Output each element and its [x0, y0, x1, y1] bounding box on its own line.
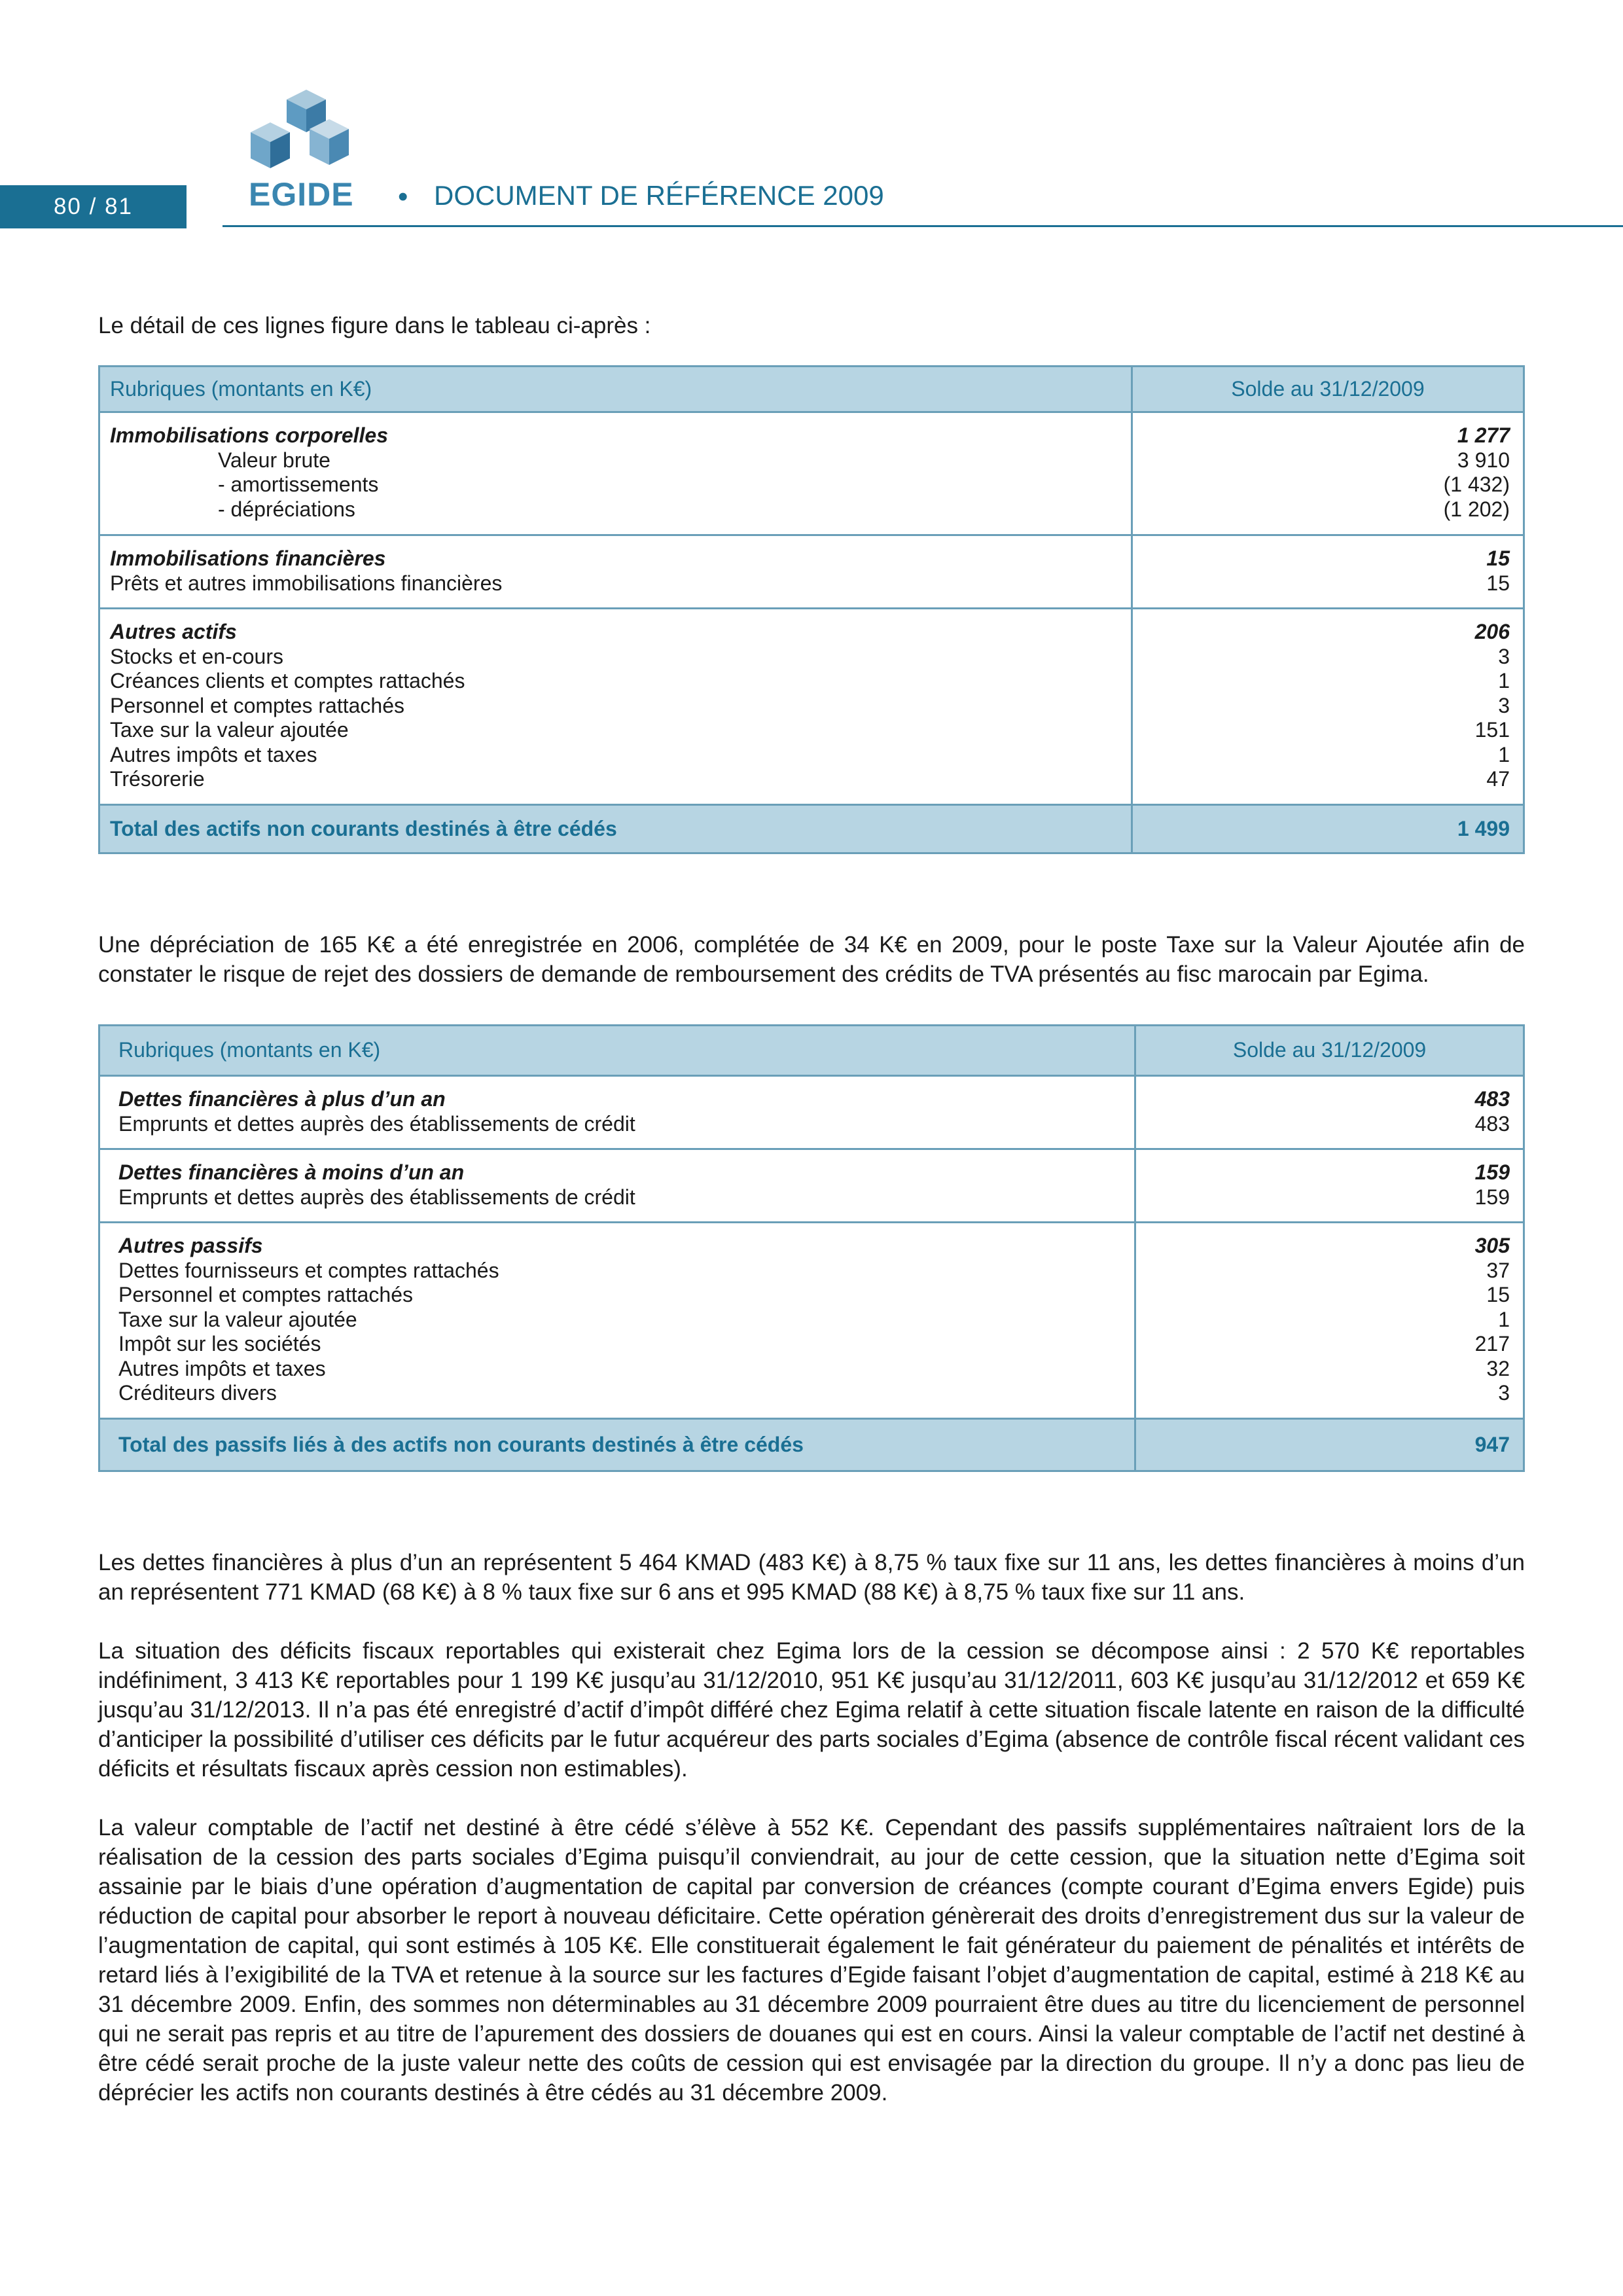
group-total: 159: [1474, 1160, 1510, 1184]
header-bullet-icon: •: [398, 181, 408, 213]
header-divider: [223, 225, 1623, 227]
table-total-row: [99, 805, 1524, 853]
row-value: 47: [1486, 767, 1510, 791]
row-value: 15: [1486, 571, 1510, 595]
table-group-autres-passifs: [99, 1223, 1524, 1419]
total-value: 1 499: [1132, 805, 1524, 853]
group-total: 305: [1474, 1234, 1510, 1257]
row-value: (1 432): [1443, 473, 1510, 496]
row-label: - dépréciations: [218, 497, 355, 521]
group-title: Autres actifs: [110, 620, 237, 643]
logo-wordmark: EGIDE: [249, 176, 354, 213]
table-total-row: [99, 1419, 1524, 1471]
column-header-value: Solde au 31/12/2009: [1132, 367, 1524, 412]
deficits-paragraph: La situation des déficits fiscaux reportables qui existerait chez Egima lors de la cession se décompose ainsi : 2 570 K€ reportables indéfiniment, 3 413 K€ reportables pour 1 199 K€ jusqu’au 31/12/2010, 951 K€ jusqu’au 31/12/2011, 603 K€ jusqu’au 31/12/2012 et 659 K€ jusqu’au 31/12/2013. Il n’a pas été enregistré d’actif d’impôt différé chez Egima relatif à cette situation fiscale latente en raison de la difficulté d’anticiper la possibilité d’utiliser ces déficits par le futur acquéreur des parts sociales d’Egima (absence de contrôle fiscal récent validant ces déficits et résultats fiscaux après cession non estimables).: [98, 1638, 1525, 1782]
row-label: Prêts et autres immobilisations financières: [110, 571, 503, 595]
row-value: 1: [1498, 669, 1510, 692]
row-value: 1: [1498, 742, 1510, 766]
row-label: Emprunts et dettes auprès des établissements de crédit: [118, 1185, 635, 1209]
row-value: 3: [1498, 1381, 1510, 1405]
page-number: 80 / 81: [0, 185, 187, 228]
row-value: 3 910: [1457, 448, 1510, 472]
row-label: Dettes fournisseurs et comptes rattachés: [118, 1258, 499, 1282]
column-header-value: Solde au 31/12/2009: [1135, 1026, 1524, 1076]
table-group-dettes-moins-un-an: [99, 1149, 1524, 1223]
row-value: (1 202): [1443, 497, 1510, 521]
assets-table: [98, 365, 1525, 854]
row-label: Personnel et comptes rattachés: [118, 1283, 414, 1306]
row-label: Créditeurs divers: [118, 1381, 277, 1405]
row-label: Impôt sur les sociétés: [118, 1332, 321, 1355]
dettes-paragraph: Les dettes financières à plus d’un an représentent 5 464 KMAD (483 K€) à 8,75 % taux fixe sur 11 ans, les dettes financières à moins d’un an représentent 771 KMAD (68 K€) à 8 % taux fixe sur 6 ans et 995 KMAD (88 K€) à 8,75 % taux fixe sur 11 ans.: [98, 1550, 1525, 1605]
row-value: 3: [1498, 644, 1510, 668]
row-label: Valeur brute: [218, 448, 330, 472]
row-value: 37: [1486, 1258, 1510, 1282]
total-label: Total des passifs liés à des actifs non courants destinés à être cédés: [99, 1419, 1135, 1471]
table-group-dettes-plus-un-an: [99, 1076, 1524, 1149]
group-title: Autres passifs: [118, 1234, 263, 1257]
group-title: Dettes financières à plus d’un an: [118, 1087, 446, 1111]
row-value: 151: [1474, 718, 1510, 742]
table-group-immobilisations-financieres: [99, 535, 1524, 609]
table-group-autres-actifs: [99, 609, 1524, 805]
group-title: Immobilisations financières: [110, 547, 386, 570]
row-value: 483: [1474, 1111, 1510, 1136]
row-label: Personnel et comptes rattachés: [110, 693, 405, 717]
group-total: 483: [1474, 1087, 1510, 1111]
row-label: - amortissements: [218, 473, 379, 496]
row-value: 217: [1474, 1332, 1510, 1355]
liabilities-table: [98, 1024, 1525, 1472]
row-label: Créances clients et comptes rattachés: [110, 669, 465, 692]
valeur-comptable-paragraph: La valeur comptable de l’actif net destiné à être cédé s’élève à 552 K€. Cependant des passifs supplémentaires naîtraient lors de la réalisation de la cession des parts sociales d’Egima puisqu’il conviendrait, au jour de cette cession, que la situation nette d’Egima soit assainie par le biais d’une opération d’augmentation de capital par conversion de créances (compte courant d’Egima envers Egide) puis réduction de capital pour absorber le report à nouveau déficitaire. Cette opération génèrerait des droits d’enregistrement dus sur la valeur de l’augmentation de capital, qui sont estimés à 105 K€. Elle constituerait également le fait générateur du paiement de pénalités et intérêts de retard liés à l’exigibilité de la TVA et retenue à la source sur les factures d’Egide faisant l’objet d’augmentation de capital, estimé à 218 K€ au 31 décembre 2009. Enfin, des sommes non déterminables au 31 décembre 2009 pourraient être dues au titre du licenciement de personnel qui ne serait pas repris et au titre de l’apurement des dossiers de douanes qui est en cours. Ainsi la valeur comptable de l’actif net destiné à être cédé serait proche de la juste valeur nette des coûts de cession qui est envisagée par la direction du groupe. Il n’y a donc pas lieu de déprécier les actifs non courants destinés à être cédés au 31 décembre 2009.: [98, 1815, 1525, 2106]
group-title: Dettes financières à moins d’un an: [118, 1160, 465, 1184]
row-label: Autres impôts et taxes: [110, 742, 317, 766]
row-label: Stocks et en-cours: [110, 644, 283, 668]
row-label: Taxe sur la valeur ajoutée: [118, 1307, 357, 1331]
group-total: 206: [1474, 620, 1510, 643]
row-value: 1: [1498, 1307, 1510, 1331]
column-header-label: Rubriques (montants en K€): [99, 367, 1132, 412]
row-value: 32: [1486, 1356, 1510, 1380]
document-title: DOCUMENT DE RÉFÉRENCE 2009: [434, 180, 884, 211]
column-header-label: Rubriques (montants en K€): [99, 1026, 1135, 1076]
total-label: Total des actifs non courants destinés à être cédés: [99, 805, 1132, 853]
group-total: 15: [1486, 547, 1510, 570]
intro-text: Le détail de ces lignes figure dans le tableau ci-après :: [98, 313, 651, 338]
row-label: Emprunts et dettes auprès des établissements de crédit: [118, 1111, 635, 1136]
row-value: 3: [1498, 693, 1510, 717]
group-title: Immobilisations corporelles: [110, 423, 388, 447]
row-value: 15: [1486, 1283, 1510, 1306]
row-label: Taxe sur la valeur ajoutée: [110, 718, 349, 742]
row-value: 159: [1474, 1185, 1510, 1209]
table-header-row: [99, 1026, 1524, 1076]
row-label: Trésorerie: [110, 767, 205, 791]
group-total: 1 277: [1457, 423, 1510, 447]
table-header-row: [99, 367, 1524, 412]
table-group-immobilisations-corporelles: [99, 412, 1524, 535]
total-value: 947: [1135, 1419, 1524, 1471]
row-label: Autres impôts et taxes: [118, 1356, 326, 1380]
depreciation-paragraph: Une dépréciation de 165 K€ a été enregistrée en 2006, complétée de 34 K€ en 2009, pour le poste Taxe sur la Valeur Ajoutée afin de constater le risque de rejet des dossiers de demande de remboursement des crédits de TVA présentés au fisc marocain par Egima.: [98, 932, 1525, 987]
